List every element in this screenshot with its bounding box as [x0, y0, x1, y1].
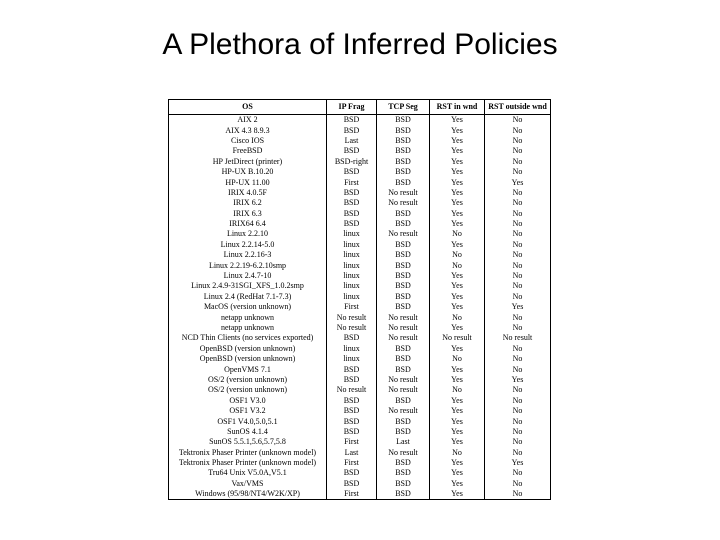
cell-rst-outside-wnd: Yes: [485, 302, 551, 312]
cell-os: Linux 2.2.19-6.2.10smp: [169, 260, 327, 270]
table-body: [169, 115, 551, 500]
table-row: [169, 125, 551, 135]
cell-tcp-seg: BSD: [377, 136, 430, 146]
cell-tcp-seg: BSD: [377, 427, 430, 437]
table-row: [169, 312, 551, 322]
cell-ip-frag: First: [327, 302, 377, 312]
cell-rst-in-wnd: Yes: [430, 157, 485, 167]
cell-tcp-seg: BSD: [377, 479, 430, 489]
cell-os: Tektronix Phaser Printer (unknown model): [169, 458, 327, 468]
cell-rst-in-wnd: No: [430, 385, 485, 395]
cell-ip-frag: BSD: [327, 167, 377, 177]
cell-ip-frag: First: [327, 177, 377, 187]
cell-tcp-seg: BSD: [377, 292, 430, 302]
cell-os: Linux 2.2.10: [169, 229, 327, 239]
cell-rst-in-wnd: No: [430, 448, 485, 458]
table-header-row: [169, 100, 551, 115]
header-rst-in-wnd: RST in wnd: [430, 100, 485, 115]
cell-rst-outside-wnd: No: [485, 468, 551, 478]
header-ip-frag: IP Frag: [327, 100, 377, 115]
cell-ip-frag: First: [327, 437, 377, 447]
cell-rst-outside-wnd: No: [485, 219, 551, 229]
cell-ip-frag: linux: [327, 250, 377, 260]
table-row: [169, 344, 551, 354]
cell-rst-outside-wnd: No result: [485, 333, 551, 343]
cell-tcp-seg: BSD: [377, 240, 430, 250]
cell-os: Windows (95/98/NT4/W2K/XP): [169, 489, 327, 500]
cell-rst-in-wnd: Yes: [430, 177, 485, 187]
cell-tcp-seg: BSD: [377, 146, 430, 156]
cell-os: MacOS (version unknown): [169, 302, 327, 312]
cell-rst-outside-wnd: No: [485, 437, 551, 447]
cell-tcp-seg: No result: [377, 198, 430, 208]
cell-rst-outside-wnd: No: [485, 240, 551, 250]
cell-tcp-seg: No result: [377, 323, 430, 333]
cell-rst-in-wnd: Yes: [430, 302, 485, 312]
table-row: [169, 375, 551, 385]
cell-tcp-seg: BSD: [377, 416, 430, 426]
cell-os: HP JetDirect (printer): [169, 157, 327, 167]
cell-ip-frag: linux: [327, 281, 377, 291]
cell-rst-outside-wnd: No: [485, 157, 551, 167]
cell-os: AIX 4.3 8.9.3: [169, 125, 327, 135]
cell-ip-frag: linux: [327, 271, 377, 281]
table-row: [169, 427, 551, 437]
cell-rst-in-wnd: Yes: [430, 240, 485, 250]
cell-rst-outside-wnd: No: [485, 146, 551, 156]
table-row: [169, 146, 551, 156]
cell-tcp-seg: BSD: [377, 354, 430, 364]
cell-os: OpenBSD (version unknown): [169, 344, 327, 354]
table-row: [169, 292, 551, 302]
cell-ip-frag: linux: [327, 229, 377, 239]
cell-os: OSF1 V3.2: [169, 406, 327, 416]
cell-rst-outside-wnd: No: [485, 250, 551, 260]
cell-tcp-seg: BSD: [377, 468, 430, 478]
cell-rst-in-wnd: Yes: [430, 344, 485, 354]
header-os: OS: [169, 100, 327, 115]
table-row: [169, 333, 551, 343]
cell-tcp-seg: BSD: [377, 271, 430, 281]
cell-ip-frag: BSD: [327, 115, 377, 126]
table-row: [169, 364, 551, 374]
cell-rst-in-wnd: Yes: [430, 396, 485, 406]
cell-ip-frag: BSD: [327, 406, 377, 416]
policy-table: [168, 99, 551, 500]
cell-os: IRIX64 6.4: [169, 219, 327, 229]
cell-tcp-seg: BSD: [377, 250, 430, 260]
table-row: [169, 416, 551, 426]
cell-rst-in-wnd: No: [430, 250, 485, 260]
cell-rst-outside-wnd: No: [485, 385, 551, 395]
cell-ip-frag: BSD: [327, 209, 377, 219]
cell-rst-in-wnd: No: [430, 354, 485, 364]
cell-rst-outside-wnd: No: [485, 427, 551, 437]
cell-tcp-seg: BSD: [377, 157, 430, 167]
cell-ip-frag: BSD: [327, 219, 377, 229]
cell-rst-outside-wnd: No: [485, 364, 551, 374]
cell-rst-in-wnd: Yes: [430, 281, 485, 291]
cell-os: netapp unknown: [169, 312, 327, 322]
cell-ip-frag: BSD: [327, 333, 377, 343]
cell-tcp-seg: No result: [377, 333, 430, 343]
cell-rst-outside-wnd: No: [485, 136, 551, 146]
cell-os: AIX 2: [169, 115, 327, 126]
cell-rst-outside-wnd: No: [485, 448, 551, 458]
table-row: [169, 188, 551, 198]
cell-tcp-seg: No result: [377, 448, 430, 458]
cell-rst-in-wnd: Yes: [430, 458, 485, 468]
cell-rst-outside-wnd: No: [485, 167, 551, 177]
cell-rst-outside-wnd: No: [485, 198, 551, 208]
cell-rst-outside-wnd: Yes: [485, 177, 551, 187]
table-row: [169, 157, 551, 167]
cell-rst-in-wnd: Yes: [430, 406, 485, 416]
cell-rst-outside-wnd: No: [485, 292, 551, 302]
cell-tcp-seg: No result: [377, 406, 430, 416]
cell-ip-frag: No result: [327, 312, 377, 322]
policy-table-container: [168, 99, 550, 500]
cell-rst-outside-wnd: No: [485, 260, 551, 270]
header-rst-outside-wnd: RST outside wnd: [485, 100, 551, 115]
cell-ip-frag: linux: [327, 292, 377, 302]
cell-rst-outside-wnd: No: [485, 479, 551, 489]
table-row: [169, 489, 551, 500]
cell-os: NCD Thin Clients (no services exported): [169, 333, 327, 343]
cell-rst-outside-wnd: No: [485, 312, 551, 322]
table-row: [169, 281, 551, 291]
cell-tcp-seg: BSD: [377, 489, 430, 500]
cell-ip-frag: linux: [327, 354, 377, 364]
table-row: [169, 448, 551, 458]
cell-rst-in-wnd: Yes: [430, 219, 485, 229]
cell-rst-in-wnd: Yes: [430, 416, 485, 426]
cell-rst-outside-wnd: No: [485, 125, 551, 135]
cell-tcp-seg: BSD: [377, 115, 430, 126]
cell-rst-outside-wnd: No: [485, 396, 551, 406]
cell-os: Linux 2.2.16-3: [169, 250, 327, 260]
cell-os: IRIX 6.2: [169, 198, 327, 208]
cell-rst-in-wnd: Yes: [430, 198, 485, 208]
cell-tcp-seg: BSD: [377, 396, 430, 406]
cell-rst-in-wnd: Yes: [430, 375, 485, 385]
cell-rst-in-wnd: Yes: [430, 292, 485, 302]
table-row: [169, 136, 551, 146]
cell-os: OSF1 V4.0,5.0,5.1: [169, 416, 327, 426]
cell-rst-outside-wnd: No: [485, 188, 551, 198]
cell-os: netapp unknown: [169, 323, 327, 333]
cell-tcp-seg: BSD: [377, 281, 430, 291]
table-row: [169, 468, 551, 478]
cell-ip-frag: linux: [327, 240, 377, 250]
cell-rst-outside-wnd: Yes: [485, 458, 551, 468]
cell-os: HP-UX B.10.20: [169, 167, 327, 177]
cell-ip-frag: BSD: [327, 125, 377, 135]
cell-tcp-seg: No result: [377, 375, 430, 385]
cell-ip-frag: BSD: [327, 468, 377, 478]
cell-tcp-seg: Last: [377, 437, 430, 447]
cell-os: Linux 2.4 (RedHat 7.1-7.3): [169, 292, 327, 302]
cell-ip-frag: Last: [327, 448, 377, 458]
table-row: [169, 167, 551, 177]
cell-rst-in-wnd: Yes: [430, 167, 485, 177]
table-row: [169, 219, 551, 229]
cell-tcp-seg: BSD: [377, 364, 430, 374]
cell-os: OS/2 (version unknown): [169, 375, 327, 385]
header-tcp-seg: TCP Seg: [377, 100, 430, 115]
cell-os: HP-UX 11.00: [169, 177, 327, 187]
cell-tcp-seg: BSD: [377, 458, 430, 468]
cell-rst-in-wnd: Yes: [430, 489, 485, 500]
cell-rst-in-wnd: Yes: [430, 479, 485, 489]
cell-tcp-seg: BSD: [377, 302, 430, 312]
cell-rst-outside-wnd: No: [485, 281, 551, 291]
cell-os: SunOS 4.1.4: [169, 427, 327, 437]
cell-os: Linux 2.4.7-10: [169, 271, 327, 281]
cell-os: OpenVMS 7.1: [169, 364, 327, 374]
cell-rst-in-wnd: Yes: [430, 115, 485, 126]
cell-rst-outside-wnd: No: [485, 406, 551, 416]
cell-tcp-seg: BSD: [377, 344, 430, 354]
cell-rst-in-wnd: Yes: [430, 188, 485, 198]
cell-rst-in-wnd: Yes: [430, 209, 485, 219]
cell-ip-frag: BSD: [327, 396, 377, 406]
table-row: [169, 260, 551, 270]
cell-rst-in-wnd: Yes: [430, 323, 485, 333]
cell-os: Tru64 Unix V5.0A,V5.1: [169, 468, 327, 478]
cell-rst-in-wnd: Yes: [430, 437, 485, 447]
cell-os: Linux 2.4.9-31SGI_XFS_1.0.2smp: [169, 281, 327, 291]
cell-rst-in-wnd: No result: [430, 333, 485, 343]
cell-rst-outside-wnd: Yes: [485, 375, 551, 385]
cell-ip-frag: BSD: [327, 375, 377, 385]
cell-rst-in-wnd: Yes: [430, 364, 485, 374]
table-row: [169, 250, 551, 260]
table-row: [169, 458, 551, 468]
cell-tcp-seg: BSD: [377, 209, 430, 219]
cell-rst-outside-wnd: No: [485, 209, 551, 219]
table-row: [169, 354, 551, 364]
cell-ip-frag: BSD: [327, 146, 377, 156]
cell-ip-frag: First: [327, 458, 377, 468]
cell-ip-frag: BSD: [327, 364, 377, 374]
cell-ip-frag: BSD: [327, 416, 377, 426]
cell-ip-frag: linux: [327, 344, 377, 354]
table-row: [169, 209, 551, 219]
cell-rst-in-wnd: No: [430, 260, 485, 270]
cell-rst-outside-wnd: No: [485, 229, 551, 239]
cell-ip-frag: BSD-right: [327, 157, 377, 167]
cell-rst-outside-wnd: No: [485, 489, 551, 500]
cell-rst-outside-wnd: No: [485, 271, 551, 281]
cell-ip-frag: BSD: [327, 479, 377, 489]
table-row: [169, 479, 551, 489]
cell-tcp-seg: No result: [377, 385, 430, 395]
cell-os: IRIX 6.3: [169, 209, 327, 219]
cell-rst-in-wnd: Yes: [430, 271, 485, 281]
cell-os: FreeBSD: [169, 146, 327, 156]
cell-rst-in-wnd: Yes: [430, 427, 485, 437]
cell-tcp-seg: BSD: [377, 125, 430, 135]
table-row: [169, 229, 551, 239]
cell-tcp-seg: BSD: [377, 167, 430, 177]
cell-os: IRIX 4.0.5F: [169, 188, 327, 198]
table-row: [169, 323, 551, 333]
cell-ip-frag: Last: [327, 136, 377, 146]
cell-rst-in-wnd: No: [430, 229, 485, 239]
cell-ip-frag: BSD: [327, 188, 377, 198]
cell-tcp-seg: No result: [377, 188, 430, 198]
cell-rst-outside-wnd: No: [485, 416, 551, 426]
cell-os: Cisco IOS: [169, 136, 327, 146]
cell-os: SunOS 5.5.1,5.6,5.7,5.8: [169, 437, 327, 447]
cell-rst-outside-wnd: No: [485, 354, 551, 364]
cell-ip-frag: No result: [327, 323, 377, 333]
cell-tcp-seg: BSD: [377, 219, 430, 229]
table-row: [169, 406, 551, 416]
table-row: [169, 198, 551, 208]
cell-rst-outside-wnd: No: [485, 344, 551, 354]
cell-rst-in-wnd: No: [430, 312, 485, 322]
table-row: [169, 271, 551, 281]
table-row: [169, 302, 551, 312]
table-row: [169, 177, 551, 187]
cell-tcp-seg: BSD: [377, 177, 430, 187]
cell-os: Tektronix Phaser Printer (unknown model): [169, 448, 327, 458]
table-row: [169, 240, 551, 250]
table-row: [169, 385, 551, 395]
cell-rst-in-wnd: Yes: [430, 146, 485, 156]
cell-rst-outside-wnd: No: [485, 115, 551, 126]
cell-os: Linux 2.2.14-5.0: [169, 240, 327, 250]
cell-rst-outside-wnd: No: [485, 323, 551, 333]
table-row: [169, 115, 551, 126]
cell-rst-in-wnd: Yes: [430, 468, 485, 478]
table-row: [169, 437, 551, 447]
cell-os: OpenBSD (version unknown): [169, 354, 327, 364]
cell-ip-frag: BSD: [327, 198, 377, 208]
cell-rst-in-wnd: Yes: [430, 136, 485, 146]
cell-os: OSF1 V3.0: [169, 396, 327, 406]
cell-ip-frag: linux: [327, 260, 377, 270]
cell-os: OS/2 (version unknown): [169, 385, 327, 395]
cell-ip-frag: No result: [327, 385, 377, 395]
cell-ip-frag: BSD: [327, 427, 377, 437]
cell-tcp-seg: BSD: [377, 260, 430, 270]
cell-tcp-seg: No result: [377, 229, 430, 239]
cell-ip-frag: First: [327, 489, 377, 500]
cell-rst-in-wnd: Yes: [430, 125, 485, 135]
cell-tcp-seg: No result: [377, 312, 430, 322]
cell-os: Vax/VMS: [169, 479, 327, 489]
table-row: [169, 396, 551, 406]
slide-title: A Plethora of Inferred Policies: [162, 28, 558, 61]
